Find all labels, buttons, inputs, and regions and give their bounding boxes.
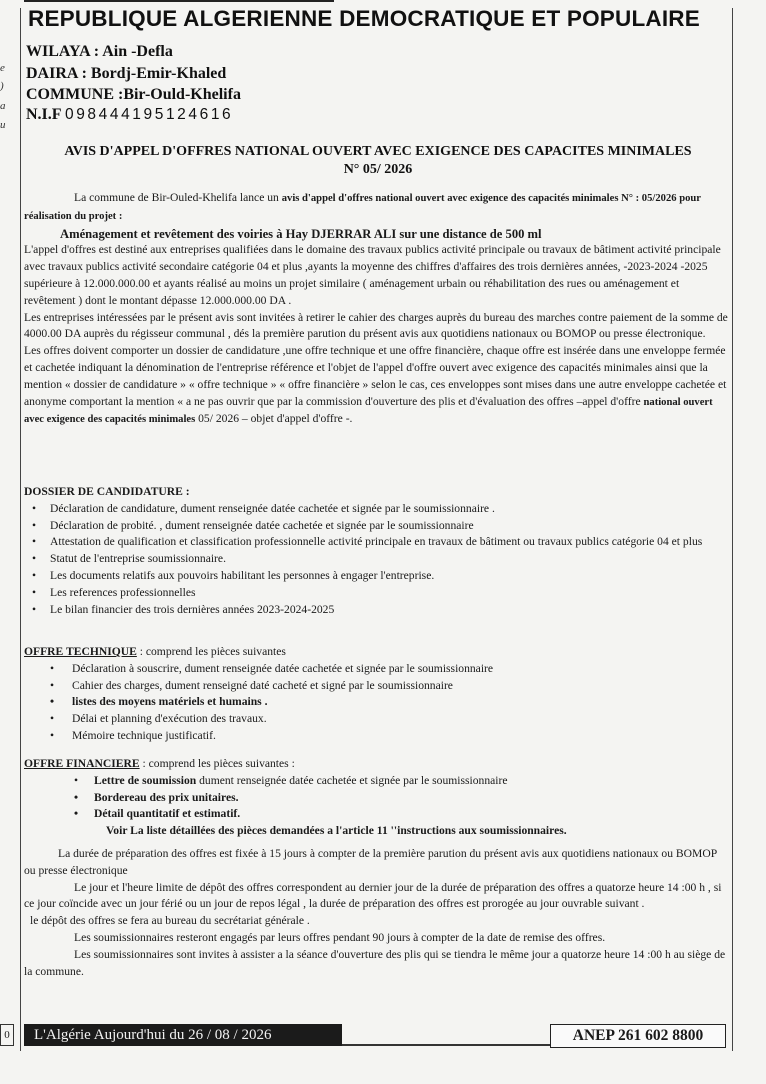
list-item: • Déclaration de probité. , dument renseignée datée cachetée et signée par le soumissionnaire bbox=[24, 518, 730, 535]
intro-text: La commune de Bir-Ouled-Khelifa lance un bbox=[74, 191, 282, 204]
list-item: • Le bilan financier des trois dernières années 2023-2024-2025 bbox=[24, 602, 730, 619]
intro-end: pour réalisation du projet : bbox=[24, 193, 701, 222]
dossier-heading: DOSSIER DE CANDIDATURE : bbox=[24, 485, 190, 498]
technique-list bbox=[24, 661, 730, 745]
list-item: • Délai et planning d'exécution des travaux. bbox=[24, 711, 730, 728]
offers-paragraph: Les offres doivent comporter un dossier de candidature ,une offre technique et une offre financière, chaque offre est insérée dans une enveloppe fermée et cachetée indiquant la dénomination de l'entreprise référence et l'objet de l'appel d'offre ouvert avec exigence des capacités minimales ainsi que la mention « dossier de candidature » « offre technique » « offre financière » selon le cas, ces enveloppes sont mises dans une autre enveloppe cachetée et anonyme comportant la mention « a ne pas ouvrir que par la commission d'ouverture des plis et d'évaluation des offres –appel d'offre bbox=[24, 344, 727, 408]
dossier-list bbox=[24, 501, 730, 619]
notice-title-line1: AVIS D'APPEL D'OFFRES NATIONAL OUVERT AVEC EXIGENCE DES CAPACITES MINIMALES bbox=[64, 144, 692, 159]
technique-heading: OFFRE TECHNIQUE bbox=[24, 645, 137, 658]
adjacent-page-edge bbox=[0, 0, 14, 1084]
anep-reference: ANEP 261 602 8800 bbox=[550, 1024, 726, 1048]
project-title: Aménagement et revêtement des voiries à Hay DJERRAR ALI sur une distance de 500 ml bbox=[60, 226, 542, 241]
financiere-list bbox=[24, 773, 730, 823]
financiere-heading-rest: : comprend les pièces suivantes : bbox=[139, 757, 295, 770]
withdrawal-paragraph: Les entreprises intéressées par le présent avis sont invitées à retirer le cahier des charges auprès du bureau des marches contre paiement de la somme de 4000.00 DA auprès du régisseur communal , dés la première parution du présent avis aux quotidiens nationaux ou BOMOP ou presse électronique. bbox=[24, 310, 728, 341]
offers-paragraph-end: 05/ 2026 – objet d'appel d'offre -. bbox=[195, 412, 353, 426]
financiere-section bbox=[24, 756, 730, 840]
nif-value: 098444195124616 bbox=[64, 106, 234, 123]
list-item: • Les documents relatifs aux pouvoirs habilitant les personnes à engager l'entreprise. bbox=[24, 568, 730, 585]
list-item: • Les references professionnelles bbox=[24, 585, 730, 602]
lettre-soumission-bold: Lettre de soumission bbox=[94, 773, 197, 787]
daira-line: DAIRA : Bordj-Emir-Khaled bbox=[26, 65, 227, 82]
notice-title bbox=[28, 143, 728, 179]
offers-paragraph-bold: national ouvert avec exigence des capacités minimales bbox=[24, 396, 713, 426]
list-item: • Détail quantitatif et estimatif. bbox=[24, 806, 730, 823]
wilaya-line: WILAYA : Ain -Defla bbox=[26, 43, 173, 60]
article-11-note: Voir La liste détaillées des pièces demandées a l'article 11 ''instructions aux soumissionnaires. bbox=[106, 824, 567, 838]
republic-heading: REPUBLIQUE ALGERIENNE DEMOCRATIQUE ET POPULAIRE bbox=[28, 6, 700, 31]
notice-body bbox=[24, 190, 730, 429]
nif-line bbox=[26, 106, 233, 124]
list-item: • listes des moyens matériels et humains . bbox=[24, 694, 730, 711]
list-item: • Statut de l'entreprise soumissionnaire. bbox=[24, 551, 730, 568]
financiere-heading: OFFRE FINANCIERE bbox=[24, 757, 140, 770]
lettre-soumission-rest: dument renseignée datée cachetée et signée par le soumissionnaire bbox=[196, 773, 508, 787]
list-item: • Attestation de qualification et classification professionnelle activité principale en travaux de bâtiment ou travaux publics catégorie 04 et plus bbox=[24, 534, 730, 551]
edge-mark: ) bbox=[0, 80, 4, 92]
list-item: • Cahier des charges, dument renseigné daté cacheté et signé par le soumissionnaire bbox=[24, 678, 730, 695]
dossier-section bbox=[24, 484, 730, 618]
list-item: • Déclaration à souscrire, dument renseignée datée cachetée et signée par le soumissionnaire bbox=[24, 661, 730, 678]
closing-section bbox=[24, 846, 730, 980]
list-item: • Mémoire technique justificatif. bbox=[24, 728, 730, 745]
closing-opening: Les soumissionnaires sont invites à assister a la séance d'ouverture des plis qui se tiendra le même jour a quatorze heure 14 :00 h au siège de la commune. bbox=[24, 947, 726, 978]
commune-line: COMMUNE :Bir-Ould-Khelifa bbox=[26, 86, 241, 103]
closing-deadline: Le jour et l'heure limite de dépôt des offres correspondent au dernier jour de la durée de préparation des offres a quatorze heure 14 :00 h , si ce jour coïncide avec un jour férié ou un jour de repos légal , la durée de préparation des offres est prorogée au jour ouvrable suivant . bbox=[24, 880, 722, 911]
page-corner-number: 0 bbox=[0, 1024, 14, 1046]
closing-duration: La durée de préparation des offres est fixée à 15 jours à compter de la première parution du présent avis aux quotidiens nationaux ou BOMOP ou presse électronique bbox=[24, 847, 717, 877]
list-item: • Déclaration de candidature, dument renseignée datée cachetée et signée par le soumissionnaire . bbox=[24, 501, 730, 518]
edge-mark: u bbox=[0, 119, 6, 131]
technique-section bbox=[24, 644, 730, 745]
nif-label: N.I.F bbox=[26, 106, 61, 123]
intro-bold: avis d'appel d'offres national ouvert avec exigence des capacités minimales N° : 05/2026 bbox=[281, 193, 677, 204]
closing-engagement: Les soumissionnaires resteront engagés par leurs offres pendant 90 jours à compter de la date de remise des offres. bbox=[74, 930, 606, 944]
footer-rule bbox=[342, 1044, 550, 1046]
list-item: • Bordereau des prix unitaires. bbox=[24, 790, 730, 807]
edge-mark: a bbox=[0, 100, 6, 112]
eligibility-paragraph: L'appel d'offres est destiné aux entreprises qualifiées dans le domaine des travaux publics activité principale ou travaux de bâtiment activité principale avec travaux publics activité secondaire catégorie 04 et plus ,ayants la moyenne des chiffres d'affaires des trois dernières années, -2023-2024 -2025 supérieure à 12.000.000.00 et ayants réalisé au moins un projet similaire ( aménagement urbain ou réhabilitation des rues ou aménagement et revêtement ) dont le montant dépasse 12.000.000.00 DA . bbox=[24, 243, 721, 307]
technique-heading-rest: : comprend les pièces suivantes bbox=[136, 645, 286, 658]
edge-mark: e bbox=[0, 62, 5, 74]
top-rule bbox=[24, 0, 334, 2]
closing-deposit: le dépôt des offres se fera au bureau du secrétariat générale . bbox=[30, 914, 310, 928]
notice-title-line2: N° 05/ 2026 bbox=[343, 162, 413, 177]
publication-banner: L'Algérie Aujourd'hui du 26 / 08 / 2026 bbox=[24, 1024, 342, 1046]
list-item bbox=[24, 773, 730, 790]
